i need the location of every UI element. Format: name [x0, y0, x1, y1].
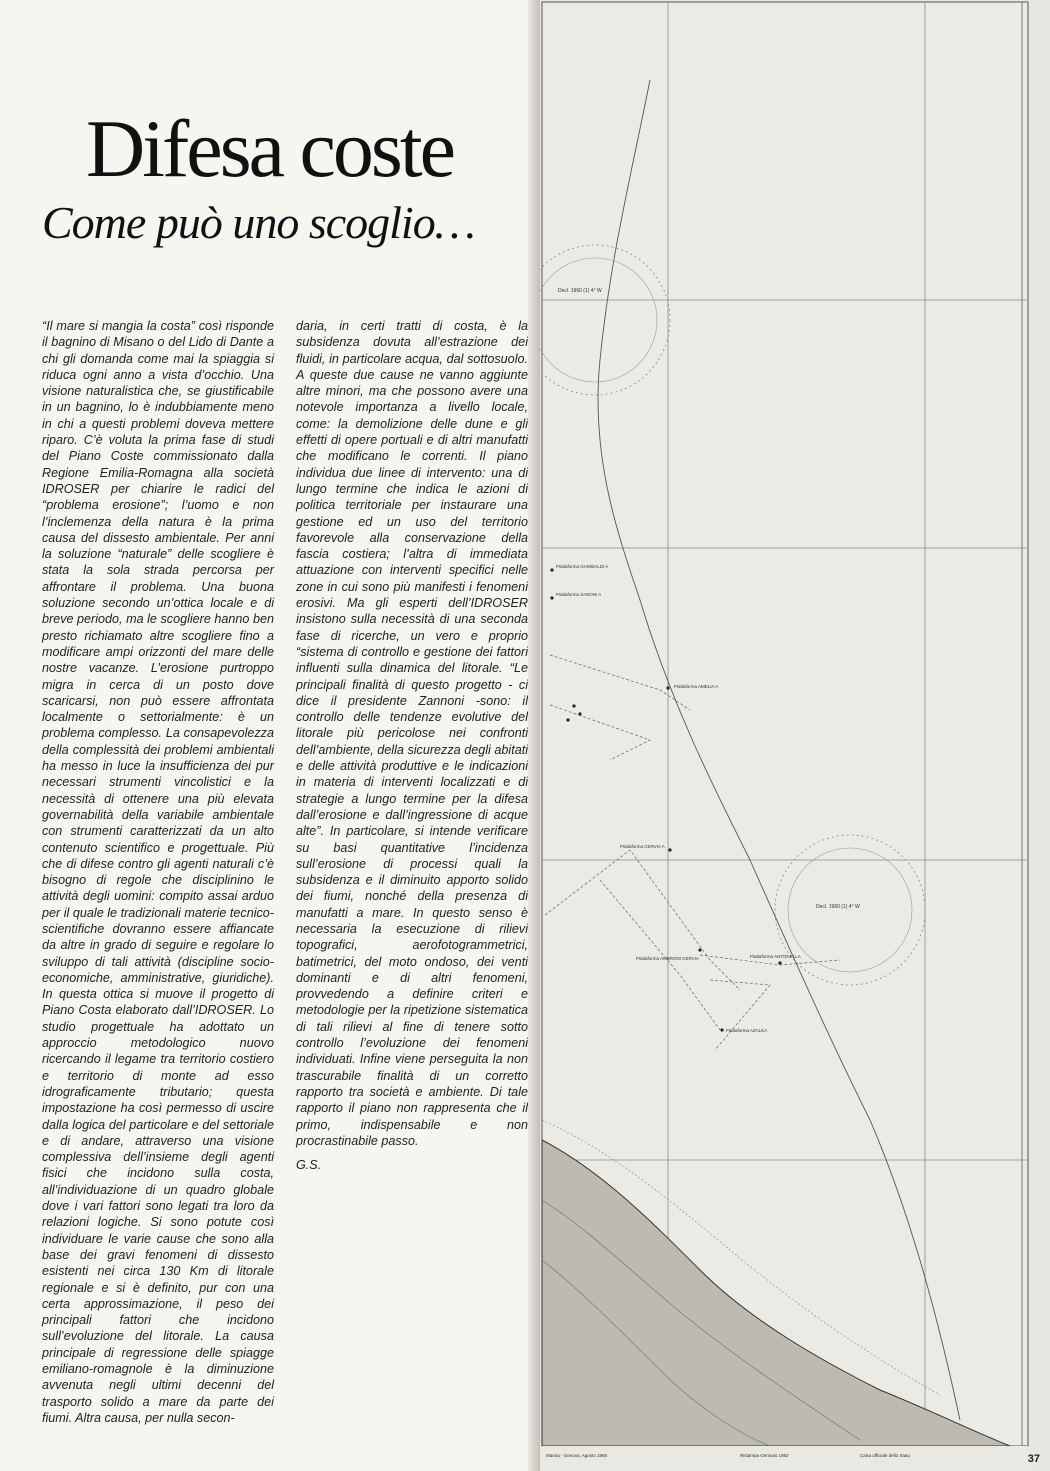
- platform-label: Piattaforma AMELIA A: [674, 684, 719, 689]
- column-1-text: “Il mare si mangia la costa” così risponde il bagnino di Misano o del Lido di Dante a chi gli domanda come mai la spiaggia si riduca ogni anno a vista d’occhio. Una visione naturalistica che, se giustificabile in un bagnino, lo è indubbiamente meno in chi a questi problemi doveva mettere riparo. C’è voluta la prima fase di studi del Piano Coste commissionato dalla Regione Emilia-Romagna alla società IDROSER per chiarire le radici del “problema erosione”; l’uomo e non l’inclemenza della natura è la prima causa del dissesto ambientale. Per anni la soluzione “naturale” delle scogliere è stata la sola strada percorsa per affrontare il problema. Una buona soluzione secondo un’ottica locale e di breve periodo, ma le scogliere hanno ben presto richiamato altre scogliere fino a modificare ampi orizzonti del mare delle nostre vacanze. L’erosione purtroppo migra in cerca di un posto dove scaricarsi, non può essere affrontata localmente o settorialmente: è un problema complesso. La consapevolezza della complessità dei problemi ambientali ha messo in luce la insufficienza dei pur necessari strumenti vincolistici e la necessità di ottenere una più elevata governabilità della variabile ambientale con strumenti caratterizzati da un alto contenuto scientifico e progettuale. Più che di difese contro gli agenti naturali c’è bisogno di regole che disciplinino le attività degli uomini: compito assai arduo per il quale le tradizionali materie tecnico-scientifiche dovranno essere affiancate da altre in grado di seguire e regolare lo sviluppo di tali attività (discipline socio-economiche, amministrative, giuridiche). In questa ottica si muove il progetto di Piano Costa elaborato dall’IDROSER. Lo studio progettuale ha adottato un approccio metodologico nuovo ricercando il legame tra territorio costiero e territorio di monte ad esso idrograficamente tributario; questa impostazione ha così permesso di uscire dalla logica del particolare e del settoriale e di andare, attraverso una visione complessiva dell’insieme degli agenti fisici che incidono sulla costa, all’individuazione di un quadro globale dove i vari fattori sono legati tra loro da relazioni logiche. Si sono potute così individuare le varie cause che sono alla base dei gravi fenomeni di dissesto esistenti nei circa 130 Km di litorale regionale e si è definito, pur con una certa approssimazione, il peso dei principali fattori che incidono sull’evoluzione del litorale. La causa principale di regressione delle spiagge emiliano-romagnole è la diminuzione avvenuta negli ultimi decenni del trasporto solido a mare da parte dei fiumi. Altra causa, per nulla secon-: [42, 319, 274, 1425]
- page-number: 37: [1027, 1453, 1040, 1465]
- platform-label: Piattaforma AMBRONI CERVIA: [636, 956, 699, 961]
- chart-footer-left: Marina - Genova, Agosto 1969: [546, 1453, 608, 1458]
- chart-footer-right: Carta ufficiale dello Stato: [860, 1453, 910, 1458]
- author-signature: G.S.: [296, 1158, 322, 1173]
- platform-label: Piattaforma GARIBALDI A: [556, 564, 609, 569]
- platform-label: Piattaforma ANTONELLA: [750, 954, 801, 959]
- platform-label: Piattaforma CERVIA A: [620, 844, 665, 849]
- article-title: Difesa coste: [86, 103, 453, 194]
- nautical-chart: [540, 0, 1050, 1471]
- nautical-chart-drawing: [540, 0, 1050, 1471]
- compass-lower-label: Decl. 1960 (1) 4° W: [816, 904, 860, 910]
- chart-footer-center: Ristampa Gennaio 1982: [740, 1453, 789, 1458]
- compass-upper-label: Decl. 1960 (1) 4° W: [558, 288, 602, 294]
- text-column-2: [296, 318, 528, 1173]
- article-subtitle: Come può uno scoglio…: [42, 197, 475, 248]
- platform-label: Piattaforma ZANONI A: [556, 592, 602, 597]
- platform-label: Piattaforma AZALEA: [726, 1028, 768, 1033]
- column-2-text: daria, in certi tratti di costa, è la subsidenza dovuta all’estrazione dei fluidi, in particolare acqua, dal sottosuolo. A queste due cause ne vanno aggiunte altre minori, ma che possono avere una notevole importanza a livello locale, come: la demolizione delle dune e gli effetti di opere portuali e di altri manufatti che modificano le correnti. Il piano individua due linee di intervento: una di lungo termine che indica le azioni di politica territoriale per instaurare una gestione ed un uso del territorio favorevole alla conservazione della fascia costiera; l’altra di immediata attuazione con interventi specifici nelle zone in cui sono più manifesti i fenomeni erosivi. Ma gli esperti dell’IDROSER insistono sulla necessità di una seconda fase di ricerche, un vero e proprio “sistema di controllo e gestione dei fattori influenti sulla dinamica del litorale. “Le principali finalità di questo progetto - ci dice il presidente Zannoni -sono: il controllo delle tendenze evolutive del litorale più pericolose nei confronti dell’ambiente, della sicurezza degli abitati e delle attività produttive e le indicazioni in materia di interventi localizzati e di strategie a lungo termine per la difesa dall’erosione e dall’ingressione di acque alte”. In particolare, si intende verificare su basi quantitative l’incidenza sull’erosione di processi quali la subsidenza e il diminuito apporto solido dei fiumi, nonché della presenza di manufatti a mare. In questo senso è necessaria la esecuzione di rilievi topografici, aerofotogrammetrici, batimetrici, del moto ondoso, dei venti dominanti e di altri fenomeni, provvedendo a definire criteri e metodologie per la ripetizione sistematica di tali rilievi al fine di tenere sotto controllo l’evoluzione dei fenomeni individuati. Infine viene perseguita la non trascurabile finalità di un corretto rapporto tra società e ambiente. Di tale rapporto il piano non rappresenta che il primo, indispensabile e non procrastinabile passo.: [296, 319, 528, 1148]
- text-column-1: [42, 318, 274, 1426]
